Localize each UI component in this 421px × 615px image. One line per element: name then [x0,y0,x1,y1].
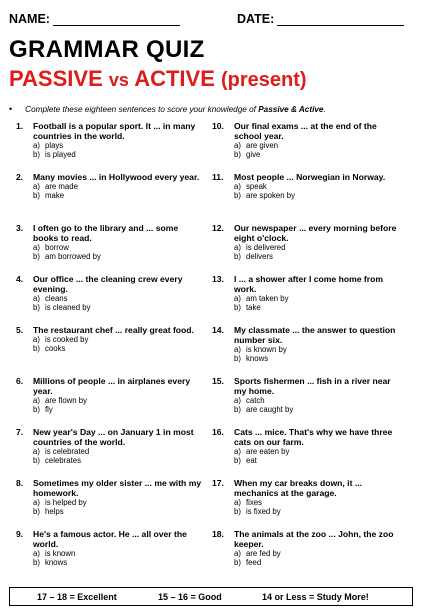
question-text: Millions of people ... in airplanes every year. [33,376,191,396]
option-text: is played [45,150,76,159]
option-text: borrow [45,243,69,252]
score-study-more: 14 or Less = Study More! [262,592,369,602]
question-number: 9. [16,529,24,539]
subtitle-active: ACTIVE [134,66,215,91]
option-letter: b) [33,507,40,516]
question-text: Sometimes my older sister ... me with my homework. [33,478,202,498]
question-text: Football is a popular sport. It ... in many countries in the world. [33,121,196,141]
question-item [16,172,216,223]
option-a[interactable] [234,498,404,507]
option-a[interactable] [33,335,203,344]
option-text: take [246,303,261,312]
option-a[interactable] [33,243,203,252]
option-letter: b) [33,558,40,567]
question-text: The restaurant chef ... really great food. [33,325,194,335]
option-text: make [45,191,65,200]
option-letter: b) [234,354,241,363]
question-number: 1. [16,121,24,131]
option-letter: a) [234,294,241,303]
option-a[interactable] [234,447,404,456]
subtitle-vs: vs [108,70,129,90]
option-text: is known by [246,345,287,354]
option-letter: a) [234,447,241,456]
instructions [9,104,414,114]
question-text: Many movies ... in Hollywood every year. [33,172,200,182]
date-field [237,12,404,26]
option-letter: a) [33,498,40,507]
option-b[interactable] [234,354,404,363]
question-body [33,172,203,200]
option-text: are eaten by [246,447,290,456]
quiz-subtitle [9,66,307,92]
option-text: am borrowed by [45,252,101,261]
option-text: is cleaned by [45,303,91,312]
option-text: celebrates [45,456,81,465]
option-a[interactable] [33,549,203,558]
option-a[interactable] [234,243,404,252]
option-letter: b) [234,150,241,159]
question-text: When my car breaks down, it ... mechanics at the garage. [234,478,362,498]
question-text: My classmate ... the answer to question number six. [234,325,396,345]
score-excellent: 17 – 18 = Excellent [37,592,117,602]
option-letter: a) [234,345,241,354]
option-letter: a) [33,549,40,558]
question-number: 12. [212,223,224,233]
option-letter: b) [234,558,241,567]
question-item [212,529,412,580]
option-text: eat [246,456,257,465]
option-a[interactable] [234,182,404,191]
option-text: are flown by [45,396,88,405]
question-item [16,274,216,325]
option-letter: a) [33,182,40,191]
question-body [234,427,404,465]
name-field [9,12,180,26]
option-letter: a) [33,294,40,303]
question-text: Most people ... Norwegian in Norway. [234,172,386,182]
scoring-box [9,587,413,606]
question-item [16,478,216,529]
option-b[interactable] [33,344,203,353]
option-text: are caught by [246,405,294,414]
option-b[interactable] [33,252,203,261]
option-a[interactable] [33,182,203,191]
option-letter: a) [234,549,241,558]
question-item [212,478,412,529]
question-item [212,325,412,376]
question-number: 4. [16,274,24,284]
option-text: fixes [246,498,263,507]
option-a[interactable] [33,141,203,150]
option-text: catch [246,396,265,405]
option-a[interactable] [234,549,404,558]
question-item [16,325,216,376]
question-number: 6. [16,376,24,386]
question-body [234,274,404,312]
option-text: cleans [45,294,68,303]
option-b[interactable] [33,303,203,312]
option-text: plays [45,141,64,150]
option-letter: b) [33,191,40,200]
name-label: NAME: [9,12,50,26]
option-letter: a) [234,182,241,191]
option-text: is fixed by [246,507,281,516]
option-text: knows [45,558,68,567]
question-item [16,427,216,478]
option-a[interactable] [33,396,203,405]
option-letter: b) [33,344,40,353]
question-item [16,223,216,274]
option-b[interactable] [234,507,404,516]
question-body [234,478,404,516]
question-number: 10. [212,121,224,131]
option-letter: b) [234,405,241,414]
option-letter: b) [33,303,40,312]
option-a[interactable] [234,345,404,354]
subtitle-passive: PASSIVE [9,66,103,91]
option-b[interactable] [234,558,404,567]
question-number: 5. [16,325,24,335]
question-number: 17. [212,478,224,488]
option-letter: a) [33,447,40,456]
option-a[interactable] [234,294,404,303]
option-letter: b) [234,191,241,200]
option-text: knows [246,354,269,363]
score-good: 15 – 16 = Good [158,592,222,602]
question-item [16,529,216,580]
question-item [212,172,412,223]
option-text: cooks [45,344,66,353]
option-letter: a) [33,141,40,150]
question-text: He's a famous actor. He ... all over the world. [33,529,187,549]
question-item [212,223,412,274]
question-body [33,223,203,261]
option-text: is helped by [45,498,87,507]
option-text: am taken by [246,294,289,303]
question-body [234,325,404,363]
option-letter: a) [234,243,241,252]
question-number: 15. [212,376,224,386]
bullet-icon: • [9,104,13,114]
question-body [234,121,404,159]
question-body [33,529,203,567]
question-text: I often go to the library and ... some books to read. [33,223,179,243]
question-number: 2. [16,172,24,182]
option-letter: a) [234,498,241,507]
question-text: I ... a shower after I come home from work. [234,274,383,294]
option-b[interactable] [234,303,404,312]
option-b[interactable] [33,405,203,414]
question-text: Our office ... the cleaning crew every evening. [33,274,183,294]
option-b[interactable] [33,150,203,159]
question-number: 18. [212,529,224,539]
option-text: helps [45,507,64,516]
option-text: are spoken by [246,191,295,200]
question-item [16,376,216,427]
question-body [33,274,203,312]
date-line[interactable] [277,14,404,26]
option-text: is delivered [246,243,286,252]
question-item [212,274,412,325]
question-number: 16. [212,427,224,437]
question-number: 11. [212,172,224,182]
option-text: are given [246,141,279,150]
question-body [33,121,203,159]
question-text: Cats ... mice. That's why we have three cats on our farm. [234,427,393,447]
question-number: 3. [16,223,24,233]
option-letter: b) [33,252,40,261]
question-number: 8. [16,478,24,488]
option-letter: a) [33,243,40,252]
option-letter: a) [33,396,40,405]
question-body [33,427,203,465]
name-line[interactable] [53,14,180,26]
option-letter: a) [234,141,241,150]
question-text: Sports fishermen ... fish in a river near my home. [234,376,391,396]
option-b[interactable] [33,507,203,516]
option-letter: b) [33,456,40,465]
option-letter: b) [234,507,241,516]
question-number: 14. [212,325,224,335]
option-text: delivers [246,252,273,261]
option-text: speak [246,182,267,191]
question-text: Our final exams ... at the end of the school year. [234,121,377,141]
option-text: are made [45,182,78,191]
option-text: are fed by [246,549,281,558]
option-text: feed [246,558,262,567]
questions-right-column [212,121,412,580]
question-body [234,172,404,200]
option-b[interactable] [234,191,404,200]
option-b[interactable] [234,150,404,159]
option-letter: b) [234,456,241,465]
option-b[interactable] [234,405,404,414]
question-body [33,325,203,353]
question-body [33,478,203,516]
questions-left-column [16,121,216,580]
question-item [212,121,412,172]
question-item [212,376,412,427]
option-b[interactable] [234,456,404,465]
question-text: The animals at the zoo ... John, the zoo keeper. [234,529,394,549]
option-letter: b) [33,405,40,414]
question-item [212,427,412,478]
header-row [9,12,409,28]
instructions-text: Complete these eighteen sentences to score your knowledge of Passive & Active. [25,104,326,114]
question-body [33,376,203,414]
option-b[interactable] [33,456,203,465]
question-body [234,529,404,567]
option-b[interactable] [234,252,404,261]
option-text: is known [45,549,76,558]
option-a[interactable] [33,294,203,303]
option-b[interactable] [33,558,203,567]
quiz-title: GRAMMAR QUIZ [9,36,205,63]
question-number: 7. [16,427,24,437]
question-number: 13. [212,274,224,284]
option-text: is cooked by [45,335,89,344]
date-label: DATE: [237,12,275,26]
option-a[interactable] [234,141,404,150]
question-body [234,376,404,414]
option-a[interactable] [33,498,203,507]
option-letter: a) [33,335,40,344]
option-text: give [246,150,261,159]
question-item [16,121,216,172]
subtitle-present: (present) [221,69,307,91]
option-a[interactable] [234,396,404,405]
question-body [234,223,404,261]
option-a[interactable] [33,447,203,456]
option-b[interactable] [33,191,203,200]
option-text: fly [45,405,53,414]
option-letter: a) [234,396,241,405]
option-text: is celebrated [45,447,90,456]
option-letter: b) [234,252,241,261]
option-letter: b) [234,303,241,312]
question-text: New year's Day ... on January 1 in most countries of the world. [33,427,194,447]
question-text: Our newspaper ... every morning before eight o'clock. [234,223,397,243]
option-letter: b) [33,150,40,159]
